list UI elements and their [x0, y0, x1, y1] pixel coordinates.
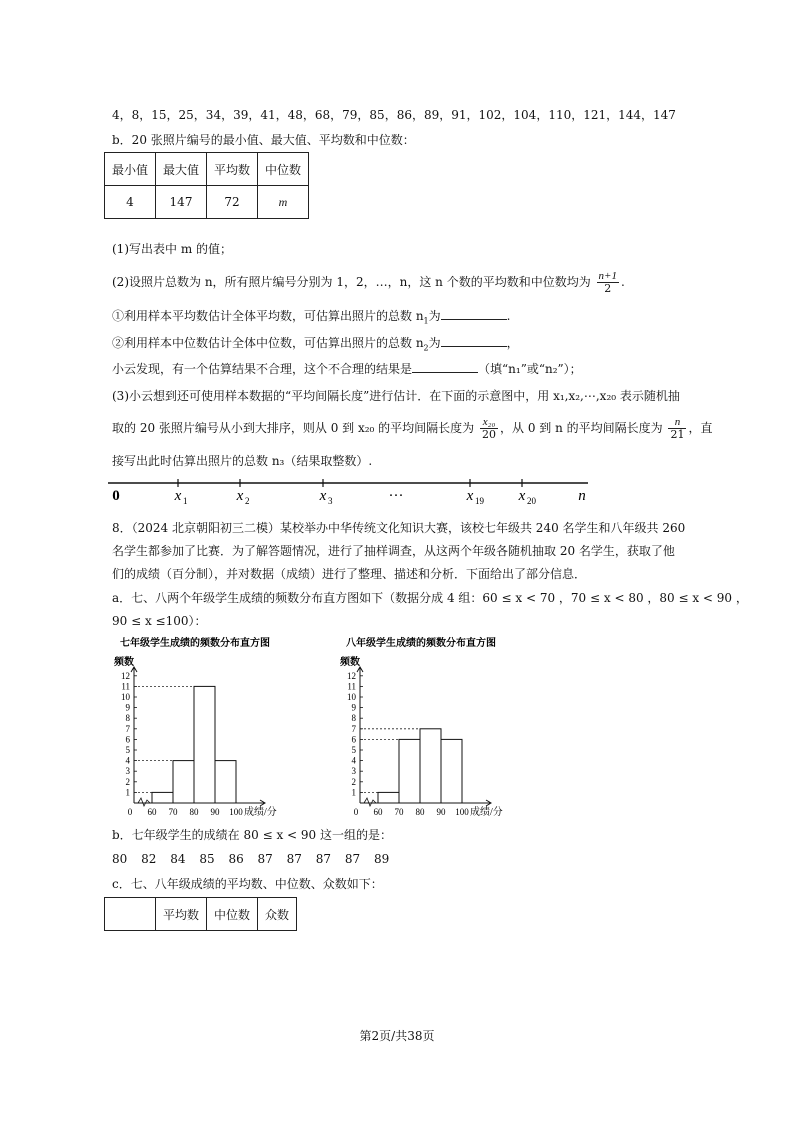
xiaoyun-end: （填“n₁”或“n₂”）； — [478, 362, 582, 376]
y-tick-label: 7 — [125, 723, 130, 734]
number-line-label: n — [578, 488, 586, 504]
th-max: 最大值 — [156, 153, 207, 186]
xiaoyun-blank[interactable] — [412, 360, 478, 373]
number-line-label: x — [174, 488, 182, 504]
item2-text: ②利用样本中位数估计全体中位数，可估算出照片的总数 n — [112, 336, 424, 350]
x-tick-label: 80 — [189, 807, 199, 816]
y-tick-label: 3 — [351, 766, 356, 777]
y-tick-label: 7 — [351, 723, 356, 734]
number-line-subscript: 2 — [245, 496, 250, 506]
axis-break — [364, 798, 376, 806]
y-tick-label: 10 — [121, 692, 130, 702]
item1-blank[interactable] — [441, 307, 507, 320]
part3-line2-a: 取的 20 张照片编号从小到大排序，则从 0 到 x₂₀ 的平均间隔长度为 — [112, 421, 475, 435]
part3-frac2 — [668, 416, 686, 441]
item2-wei: 为 — [428, 336, 441, 350]
x-tick-label: 60 — [147, 807, 157, 816]
b-value: 87 — [286, 852, 302, 866]
histogram-grade8 — [338, 636, 538, 816]
part1: (1)写出表中 m 的值； — [112, 242, 233, 256]
axis-break — [138, 798, 150, 806]
part2-end: . — [620, 275, 625, 289]
histogram-ylabel: 频数 — [340, 657, 360, 668]
td-median: m — [258, 186, 309, 219]
page-footer: 第2页/共38页 — [359, 1029, 435, 1043]
b-value: 87 — [344, 852, 361, 866]
part3-line1: (3)小云想到还可使用样本数据的“平均间隔长度”进行估计．在下面的示意图中，用 x₁,x₂,⋯,x₂₀ 表示随机抽 — [112, 389, 680, 403]
part2-frac-num: n+1 — [598, 270, 617, 282]
item1-wei: 为 — [428, 309, 441, 323]
histogram-grade7 — [112, 636, 312, 816]
number-line-label: x — [466, 488, 474, 504]
y-tick-label: 9 — [125, 702, 130, 713]
y-tick-label: 6 — [351, 734, 356, 745]
x-tick-label: 70 — [168, 807, 178, 816]
stats-table — [104, 152, 309, 219]
td-mean: 72 — [207, 186, 258, 219]
histogram-bar — [173, 761, 194, 803]
y-tick-label: 1 — [125, 787, 130, 798]
y-tick-label: 8 — [125, 713, 130, 724]
histogram-bar — [420, 729, 441, 803]
x-tick-label: 0 — [127, 807, 133, 816]
part3-frac1-den: 20 — [482, 428, 497, 441]
number-line — [104, 474, 604, 508]
xiaoyun-text: 小云发现，有一个估算结果不合理，这个不合理的结果是 — [112, 362, 413, 376]
b-value: 80 — [112, 852, 128, 866]
x-tick-label: 60 — [373, 807, 383, 816]
item1-sub: 1 — [423, 316, 429, 326]
item1 — [112, 307, 510, 329]
part3-frac2-den: 21 — [670, 428, 685, 441]
b-value: 87 — [257, 852, 273, 866]
y-tick-label: 11 — [121, 681, 130, 692]
part3-frac2-num: n — [668, 416, 686, 429]
summary-th-median: 中位数 — [207, 898, 258, 931]
part2 — [112, 267, 625, 297]
number-line-label: 0 — [112, 488, 120, 504]
y-tick-label: 1 — [351, 787, 356, 798]
th-min: 最小值 — [105, 153, 156, 186]
number-line-label: x — [236, 488, 244, 504]
histogram-title: 七年级学生成绩的频数分布直方图 — [120, 638, 270, 649]
summary-th-mode: 众数 — [258, 898, 297, 931]
item2-end: ， — [506, 336, 519, 350]
histogram-bar — [194, 686, 215, 803]
item1-end: . — [506, 309, 511, 323]
b-value: 85 — [199, 852, 215, 866]
summary-table — [104, 897, 297, 931]
y-tick-label: 2 — [351, 776, 356, 787]
y-tick-label: 3 — [125, 766, 130, 777]
q8-b-values — [112, 851, 389, 867]
y-tick-label: 8 — [351, 713, 356, 724]
b-value: 86 — [228, 852, 244, 866]
y-tick-label: 4 — [125, 755, 130, 766]
number-line-subscript: 19 — [475, 496, 484, 506]
number-line-subscript: 20 — [527, 496, 536, 506]
x-tick-label: 70 — [394, 807, 404, 816]
y-tick-label: 5 — [125, 745, 130, 755]
x-tick-label: 90 — [436, 807, 446, 816]
histogram-bar — [152, 792, 173, 803]
histogram-bar — [441, 739, 462, 803]
item1-text: ①利用样本平均数估计全体平均数，可估算出照片的总数 n — [112, 309, 424, 323]
q8-b-label: b．七年级学生的成绩在 80 ≤ x < 90 这一组的是： — [112, 828, 392, 842]
item2-blank[interactable] — [441, 334, 507, 347]
td-min: 4 — [105, 186, 156, 219]
q8-c-label: c．七、八年级成绩的平均数、中位数、众数如下： — [112, 877, 383, 891]
number-line-label: x — [518, 488, 526, 504]
part2-frac-den: 2 — [604, 282, 612, 295]
y-tick-label: 2 — [125, 776, 130, 787]
th-mean: 平均数 — [207, 153, 258, 186]
part3-frac1 — [480, 416, 498, 441]
x-tick-label: 100 — [455, 807, 469, 816]
number-line-label: x — [319, 488, 327, 504]
part2-fraction — [597, 270, 619, 295]
q8-a-2: 90 ≤ x ≤100）： — [112, 614, 207, 628]
part3-line3: 接写出此时估算出照片的总数 n₃（结果取整数）. — [112, 454, 373, 468]
histogram-bar — [215, 761, 236, 803]
y-tick-label: 11 — [347, 681, 356, 692]
number-line-subscript: 1 — [183, 496, 188, 506]
y-tick-label: 9 — [351, 702, 356, 713]
item2 — [112, 334, 519, 356]
histogram-bar — [378, 792, 399, 803]
td-max: 147 — [156, 186, 207, 219]
y-tick-label: 10 — [347, 692, 356, 702]
th-median: 中位数 — [258, 153, 309, 186]
q8-a-1: a．七、八两个年级学生成绩的频数分布直方图如下（数据分成 4 组：60 ≤ x < 70 ，70 ≤ x < 80 ，80 ≤ x < 90 ， — [112, 591, 748, 605]
histogram-bar — [399, 739, 420, 803]
part3-line2-c: ，直 — [688, 421, 713, 435]
x-tick-label: 0 — [353, 807, 359, 816]
y-tick-label: 12 — [347, 670, 356, 681]
part3-line2 — [112, 412, 712, 444]
b-value: 82 — [141, 852, 157, 866]
b-value: 87 — [315, 852, 332, 866]
x-tick-label: 80 — [415, 807, 425, 816]
b-label: b．20 张照片编号的最小值、最大值、平均数和中位数： — [112, 133, 415, 147]
histogram-title: 八年级学生成绩的频数分布直方图 — [346, 638, 496, 649]
xiaoyun-line — [112, 360, 582, 377]
number-line-label: ··· — [388, 488, 404, 504]
number-line-subscript: 3 — [328, 496, 333, 506]
y-tick-label: 6 — [125, 734, 130, 745]
x-tick-label: 100 — [229, 807, 243, 816]
data-numbers-line: 4，8，15，25，34，39，41，48，68，79，85，86，89，91，102，104，110，121，144，147 — [112, 108, 676, 122]
part2-text: (2)设照片总数为 n，所有照片编号分别为 1，2，…，n，这 n 个数的平均数和中位数均为 — [112, 275, 591, 289]
y-tick-label: 12 — [121, 670, 130, 681]
x-tick-label: 90 — [210, 807, 220, 816]
histogram-xlabel: 成绩/分 — [470, 807, 503, 816]
y-tick-label: 5 — [351, 745, 356, 755]
histogram-ylabel: 频数 — [114, 657, 134, 668]
q8-intro-1: 8．（2024 北京朝阳初三二模）某校举办中华传统文化知识大赛，该校七年级共 240 名学生和八年级共 260 — [112, 521, 686, 535]
b-value: 84 — [170, 852, 186, 866]
histogram-xlabel: 成绩/分 — [244, 807, 277, 816]
summary-th-empty — [105, 898, 156, 931]
q8-intro-2: 名学生都参加了比赛．为了解答题情况，进行了抽样调查，从这两个年级各随机抽取 20 名学生，获取了他 — [112, 544, 675, 558]
summary-th-mean: 平均数 — [156, 898, 207, 931]
part3-frac1-num: x₂₀ — [480, 416, 498, 429]
q8-intro-3: 们的成绩（百分制），并对数据（成绩）进行了整理、描述和分析．下面给出了部分信息． — [112, 567, 587, 581]
b-value: 89 — [373, 852, 390, 866]
part3-line2-b: ，从 0 到 n 的平均间隔长度为 — [500, 421, 663, 435]
y-tick-label: 4 — [351, 755, 356, 766]
item2-sub: 2 — [423, 343, 429, 353]
